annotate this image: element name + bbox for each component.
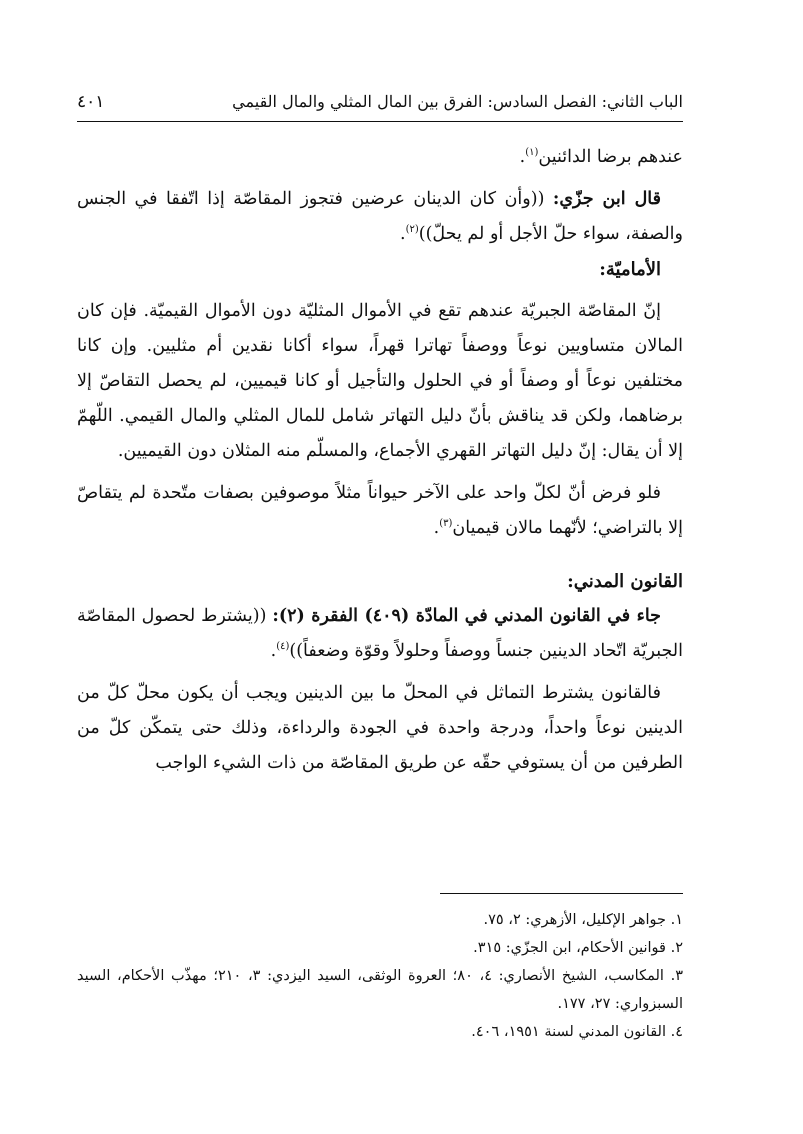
- heading-imamiya: الأماميّة:: [599, 259, 661, 280]
- page-body: [77, 140, 683, 781]
- footnote-ref-4: (٤): [276, 641, 290, 653]
- footnote-4: ٤. القانون المدني لسنة ١٩٥١، ٤٠٦.: [471, 1024, 683, 1040]
- running-header: [77, 92, 683, 112]
- paragraph-civil-article-label: جاء في القانون المدني في المادّة (٤٠٩) الفقرة (٢):: [272, 606, 662, 626]
- paragraph-civil-explanation: فالقانون يشترط التماثل في المحلّ ما بين الدينين ويجب أن يكون محلّ كلّ من الدينين نوعاً واحداً، ودرجة واحدة في الجودة والرداءة، وذلك حتى يتمكّن كلّ من الطرفين من أن يستوفي حقّه عن طريق المقاصّة من ذات الشيء الواجب: [77, 683, 683, 773]
- paragraph-imamiya: إنّ المقاصّة الجبريّة عندهم تقع في الأموال المثليّة دون الأموال القيميّة. فإن كان المالان متساويين نوعاً ووصفاً تهاترا قهراً، سواء أكانا نقدين أم مثليين. وإن كانا مختلفين نوعاً أو وصفاً أو في الحلول والتأجيل أو كانا قيميين، لم يحصل التقاصّ إلا برضاهما، ولكن قد يناقش بأنّ دليل التهاتر شامل للمال المثلي والمال القيمي. اللّهمّ إلا أن يقال: إنّ دليل التهاتر القهري الأجماع، والمسلّم منه المثلان دون القيميين.: [77, 301, 683, 461]
- page-number: ٤٠١: [77, 92, 105, 112]
- footnote-ref-1: (١): [525, 147, 539, 159]
- paragraph-ibn-juzayy-text: ((وأن كان الدينان عرضين فتجوز المقاصّة إذا اتّفقا في الجنس والصفة، سواء حلّ الأجل أو لم يحلّ)): [77, 189, 683, 244]
- paragraph-example-text: فلو فرض أنّ لكلّ واحد على الآخر حيواناً مثلاً موصوفين بصفات متّحدة لم يتقاصّ إلا بالتراضي؛ لأنّهما مالان قيميان: [77, 483, 683, 538]
- footnote-ref-3: (٣): [439, 518, 453, 530]
- paragraph-1-text: عندهم برضا الدائنين: [538, 147, 683, 167]
- paragraph-civil-article: جاء في القانون المدني في المادّة (٤٠٩) الفقرة (٢): ((يشترط لحصول المقاصّة الجبريّة اتّحاد الدينين جنساً ووصفاً وحلولاً وقوّة وضعفاً))$^{(٤)}$.: [77, 606, 683, 661]
- paragraph-example: فلو فرض أنّ لكلّ واحد على الآخر حيواناً مثلاً موصوفين بصفات متّحدة لم يتقاصّ إلا بالتراضي؛ لأنّهما مالان قيميان$^{(٣)}$.: [77, 483, 683, 538]
- footnote-1: ١. جواهر الإكليل، الأزهري: ٢، ٧٥.: [483, 912, 683, 928]
- header-title: الباب الثاني: الفصل السادس: الفرق بين المال المثلي والمال القيمي: [232, 92, 683, 111]
- paragraph-civil-article-text: ((يشترط لحصول المقاصّة الجبريّة اتّحاد الدينين جنساً ووصفاً وحلولاً وقوّة وضعفاً)): [77, 606, 683, 661]
- paragraph-ibn-juzayy-label: قال ابن جزّي:: [552, 189, 661, 209]
- footnote-ref-2: (٢): [405, 224, 419, 236]
- paragraph-ibn-juzayy: قال ابن جزّي: ((وأن كان الدينان عرضين فتجوز المقاصّة إذا اتّفقا في الجنس والصفة، سواء حلّ الأجل أو لم يحلّ))$^{(٢)}$.: [77, 189, 683, 244]
- footnote-divider: [440, 893, 683, 894]
- footnote-2: ٢. قوانين الأحكام، ابن الجزّي: ٣١٥.: [473, 940, 683, 956]
- paragraph-1: عندهم برضا الدائنين$^{(١)}$.: [519, 147, 683, 167]
- footnotes: [77, 906, 683, 1046]
- heading-civil-law: القانون المدني:: [567, 571, 683, 592]
- header-divider: [77, 121, 683, 122]
- footnote-3: ٣. المكاسب، الشيخ الأنصاري: ٤، ٨٠؛ العروة الوثقى، السيد اليزدي: ٣، ٢١٠؛ مهذّب الأحكام، السيد السبزواري: ٢٧، ١٧٧.: [77, 968, 683, 1012]
